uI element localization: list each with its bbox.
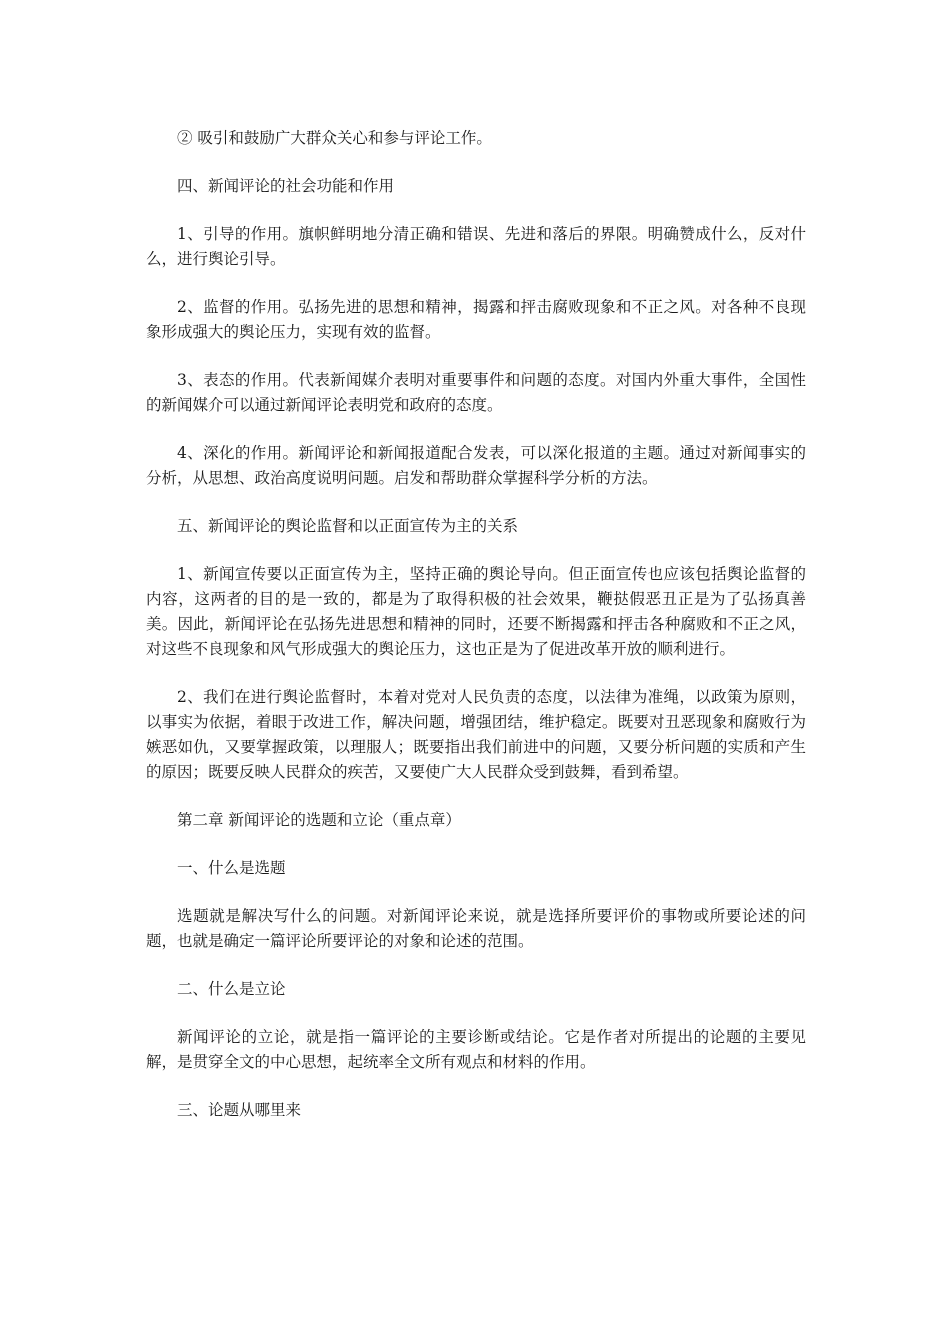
paragraph-deepening: 4、深化的作用。新闻评论和新闻报道配合发表，可以深化报道的主题。通过对新闻事实的分析，从思想、政治高度说明问题。启发和帮助群众掌握科学分析的方法。 xyxy=(146,444,806,487)
document-body xyxy=(146,126,806,1146)
section-heading-relationship: 五、新闻评论的舆论监督和以正面宣传为主的关系 xyxy=(177,517,519,535)
paragraph-supervision: 2、监督的作用。弘扬先进的思想和精神，揭露和抨击腐败现象和不正之风。对各种不良现象形成强大的舆论压力，实现有效的监督。 xyxy=(146,298,806,341)
chapter-heading-2: 第二章 新闻评论的选题和立论（重点章） xyxy=(177,811,461,829)
paragraph-argument: 新闻评论的立论，就是指一篇评论的主要诊断或结论。它是作者对所提出的论题的主要见解，是贯穿全文的中心思想，起统率全文所有观点和材料的作用。 xyxy=(146,1028,806,1071)
paragraph-guidance: 1、引导的作用。旗帜鲜明地分清正确和错误、先进和落后的界限。明确赞成什么，反对什么，进行舆论引导。 xyxy=(146,225,806,268)
section-heading-topic-source: 三、论题从哪里来 xyxy=(177,1101,302,1119)
paragraph-positive-publicity: 1、新闻宣传要以正面宣传为主，坚持正确的舆论导向。但正面宣传也应该包括舆论监督的内容，这两者的目的是一致的，都是为了取得积极的社会效果，鞭挞假恶丑正是为了弘扬真善美。因此，新闻评论在弘扬先进思想和精神的同时，还要不断揭露和抨击各种腐败和不正之风，对这些不良现象和风气形成强大的舆论压力，这也正是为了促进改革开放的顺利进行。 xyxy=(146,565,806,658)
section-heading-argument: 二、什么是立论 xyxy=(177,980,286,998)
section-heading-functions: 四、新闻评论的社会功能和作用 xyxy=(177,177,395,195)
list-item-encourage-participation: ② 吸引和鼓励广大群众关心和参与评论工作。 xyxy=(177,129,492,147)
paragraph-public-opinion-supervision: 2、我们在进行舆论监督时，本着对党对人民负责的态度，以法律为准绳，以政策为原则，以事实为依据，着眼于改进工作，解决问题，增强团结，维护稳定。既要对丑恶现象和腐败行为嫉恶如仇，又要掌握政策，以理服人；既要指出我们前进中的问题，又要分析问题的实质和产生的原因；既要反映人民群众的疾苦，又要使广大人民群众受到鼓舞，看到希望。 xyxy=(146,688,806,781)
section-heading-topic-selection: 一、什么是选题 xyxy=(177,859,286,877)
paragraph-stance: 3、表态的作用。代表新闻媒介表明对重要事件和问题的态度。对国内外重大事件，全国性的新闻媒介可以通过新闻评论表明党和政府的态度。 xyxy=(146,371,806,414)
paragraph-topic-selection: 选题就是解决写什么的问题。对新闻评论来说，就是选择所要评价的事物或所要论述的问题，也就是确定一篇评论所要评论的对象和论述的范围。 xyxy=(146,907,806,950)
